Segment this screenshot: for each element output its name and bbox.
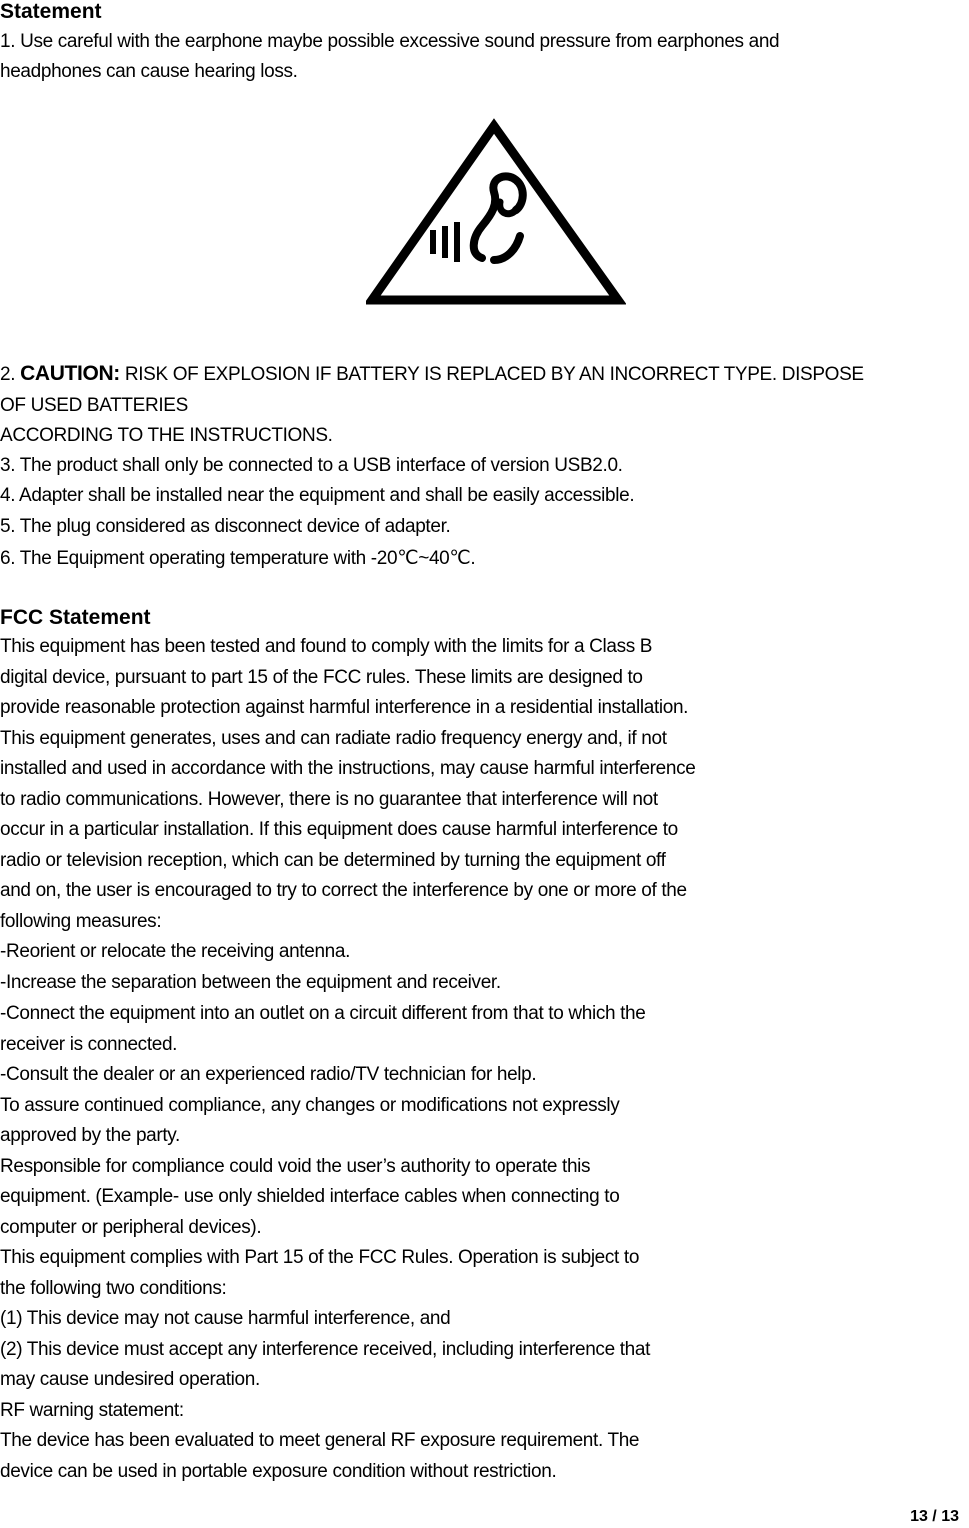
item-2-prefix: 2. <box>0 364 21 385</box>
fcc-heading: FCC Statement <box>0 606 151 629</box>
fcc-line: -Reorient or relocate the receiving antenna. <box>0 941 351 962</box>
statement-item-2-line-3: ACCORDING TO THE INSTRUCTIONS. <box>0 425 333 446</box>
fcc-line: device can be used in portable exposure condition without restriction. <box>0 1461 557 1482</box>
item-2-text: RISK OF EXPLOSION IF BATTERY IS REPLACED BY AN INCORRECT TYPE. DISPOSE <box>119 364 864 385</box>
fcc-line: RF warning statement: <box>0 1400 184 1421</box>
fcc-line: approved by the party. <box>0 1125 180 1146</box>
fcc-line: -Increase the separation between the equipment and receiver. <box>0 972 501 993</box>
fcc-line: The device has been evaluated to meet general RF exposure requirement. The <box>0 1430 640 1451</box>
fcc-line: digital device, pursuant to part 15 of the FCC rules. These limits are designed to <box>0 667 643 688</box>
statement-item-2-line-1 <box>0 362 864 387</box>
fcc-line: This equipment has been tested and found to comply with the limits for a Class B <box>0 636 653 657</box>
statement-heading: Statement <box>0 0 102 23</box>
fcc-line: computer or peripheral devices). <box>0 1217 262 1238</box>
statement-item-4: 4. Adapter shall be installed near the equipment and shall be easily accessible. <box>0 485 635 506</box>
statement-item-5: 5. The plug considered as disconnect device of adapter. <box>0 516 451 537</box>
statement-item-6: 6. The Equipment operating temperature with -20℃~40℃. <box>0 548 476 569</box>
fcc-line: may cause undesired operation. <box>0 1369 260 1390</box>
fcc-line: (1) This device may not cause harmful interference, and <box>0 1308 451 1329</box>
fcc-line: to radio communications. However, there is no guarantee that interference will not <box>0 789 658 810</box>
fcc-line: and on, the user is encouraged to try to correct the interference by one or more of the <box>0 880 687 901</box>
fcc-line: To assure continued compliance, any changes or modifications not expressly <box>0 1095 620 1116</box>
fcc-line: installed and used in accordance with the instructions, may cause harmful interference <box>0 758 696 779</box>
fcc-line: occur in a particular installation. If this equipment does cause harmful interference to <box>0 819 678 840</box>
fcc-line: This equipment generates, uses and can radiate radio frequency energy and, if not <box>0 728 667 749</box>
fcc-line: provide reasonable protection against harmful interference in a residential installation. <box>0 697 689 718</box>
fcc-line: receiver is connected. <box>0 1034 178 1055</box>
statement-item-1-line-1: 1. Use careful with the earphone maybe possible excessive sound pressure from earphones and <box>0 31 780 52</box>
fcc-line: the following two conditions: <box>0 1278 227 1299</box>
hearing-damage-warning-icon <box>366 118 626 308</box>
caution-label: CAUTION: <box>20 362 120 385</box>
fcc-line: equipment. (Example- use only shielded interface cables when connecting to <box>0 1186 620 1207</box>
fcc-line: radio or television reception, which can be determined by turning the equipment off <box>0 850 666 871</box>
fcc-line: -Connect the equipment into an outlet on a circuit different from that to which the <box>0 1003 646 1024</box>
fcc-line: -Consult the dealer or an experienced radio/TV technician for help. <box>0 1064 537 1085</box>
fcc-line: (2) This device must accept any interference received, including interference that <box>0 1339 651 1360</box>
statement-item-3: 3. The product shall only be connected to a USB interface of version USB2.0. <box>0 455 623 476</box>
statement-item-1-line-2: headphones can cause hearing loss. <box>0 61 298 82</box>
fcc-line: This equipment complies with Part 15 of the FCC Rules. Operation is subject to <box>0 1247 640 1268</box>
fcc-line: following measures: <box>0 911 162 932</box>
page-number: 13 / 13 <box>910 1508 959 1525</box>
statement-item-2-line-2: OF USED BATTERIES <box>0 395 188 416</box>
fcc-line: Responsible for compliance could void the user’s authority to operate this <box>0 1156 591 1177</box>
